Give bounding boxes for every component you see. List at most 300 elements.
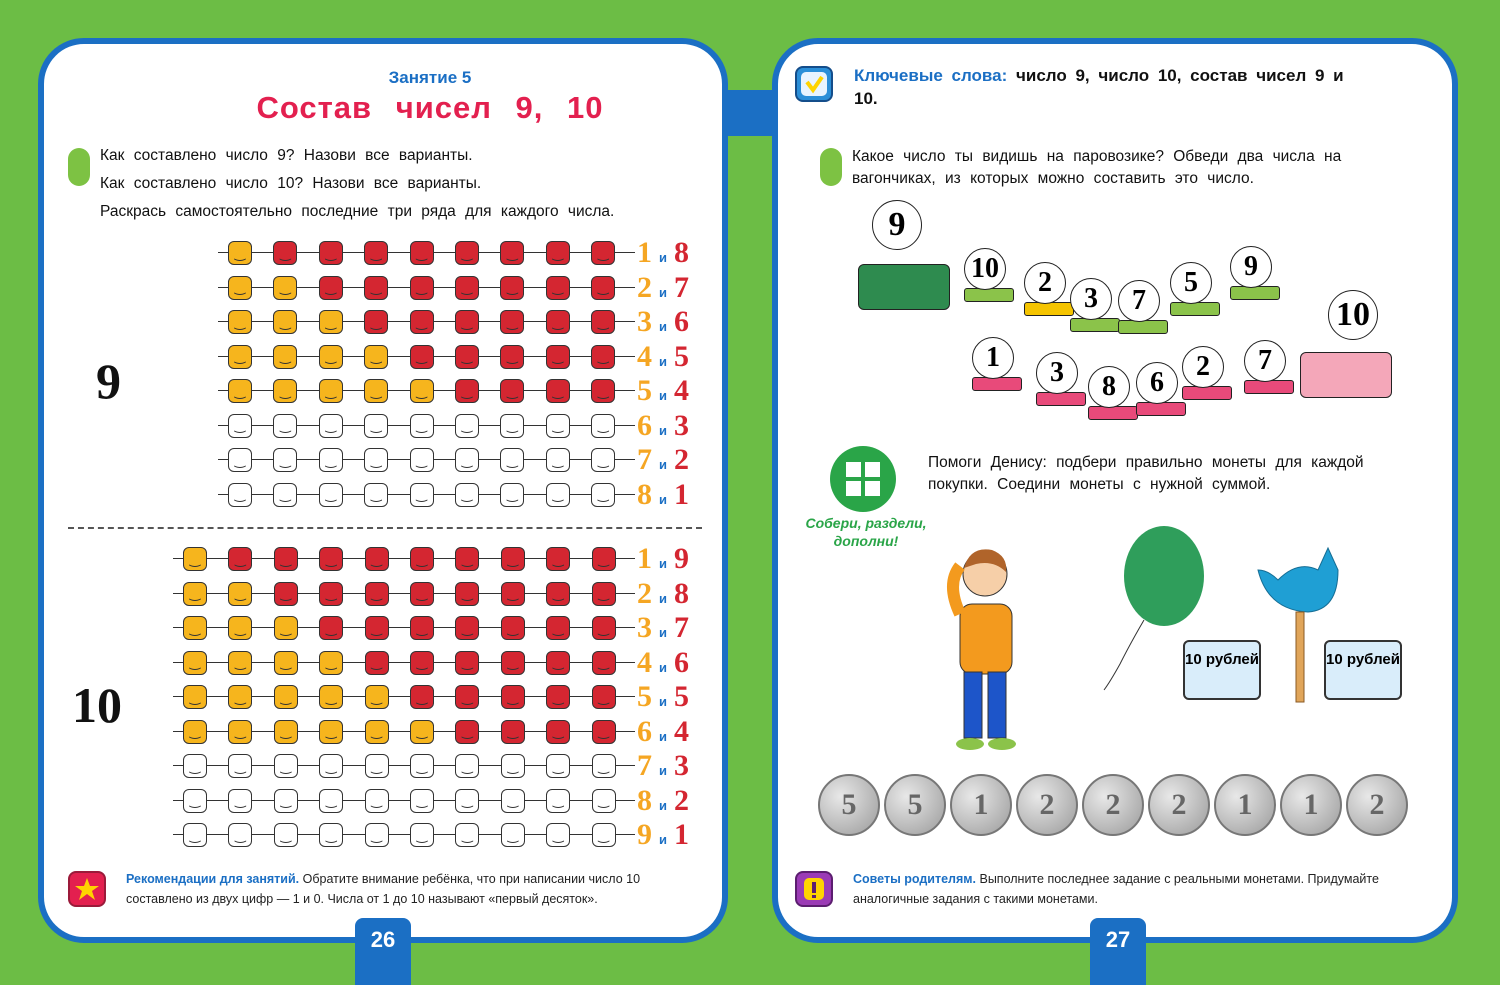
bead[interactable]: ‿ bbox=[364, 345, 388, 369]
bead[interactable]: ‿ bbox=[455, 823, 479, 847]
bead-row bbox=[218, 310, 635, 334]
coin[interactable]: 5 bbox=[884, 774, 946, 836]
bead[interactable]: ‿ bbox=[546, 483, 570, 507]
bead[interactable]: ‿ bbox=[274, 547, 298, 571]
bead-row bbox=[218, 414, 635, 438]
bead[interactable]: ‿ bbox=[273, 276, 297, 300]
bead[interactable]: ‿ bbox=[274, 789, 298, 813]
coin[interactable]: 5 bbox=[818, 774, 880, 836]
section-divider bbox=[68, 527, 702, 529]
pair-first: 1 bbox=[637, 542, 652, 575]
bead[interactable]: ‿ bbox=[455, 379, 479, 403]
bead[interactable]: ‿ bbox=[410, 310, 434, 334]
bead[interactable]: ‿ bbox=[183, 582, 207, 606]
bead-row bbox=[173, 582, 635, 606]
bead[interactable]: ‿ bbox=[500, 276, 524, 300]
bead-row bbox=[173, 789, 635, 813]
train-car bbox=[1088, 406, 1138, 420]
bead[interactable]: ‿ bbox=[592, 651, 616, 675]
boy-illustration bbox=[940, 544, 1030, 754]
car-number: 7 bbox=[1118, 280, 1160, 322]
bead[interactable]: ‿ bbox=[546, 241, 570, 265]
pair-second: 4 bbox=[674, 374, 689, 407]
bead[interactable]: ‿ bbox=[273, 414, 297, 438]
bead[interactable]: ‿ bbox=[500, 448, 524, 472]
bead[interactable]: ‿ bbox=[591, 345, 615, 369]
pair-second: 4 bbox=[674, 714, 689, 748]
pair-second: 1 bbox=[674, 477, 689, 511]
bead[interactable]: ‿ bbox=[591, 241, 615, 265]
number-pair bbox=[637, 237, 689, 269]
question-1: Как составлено число 9? Назови все варианты. bbox=[100, 147, 473, 164]
puzzle-caption: Собери, раздели, дополни! bbox=[805, 515, 927, 549]
pair-second: 2 bbox=[674, 443, 689, 476]
train-car bbox=[1182, 386, 1232, 400]
pair-second: 9 bbox=[674, 542, 689, 575]
car-number: 9 bbox=[1230, 246, 1272, 288]
bead[interactable]: ‿ bbox=[319, 547, 343, 571]
bead[interactable]: ‿ bbox=[410, 414, 434, 438]
pair-second: 2 bbox=[674, 783, 689, 817]
bead[interactable]: ‿ bbox=[319, 241, 343, 265]
pair-and: и bbox=[659, 763, 667, 778]
pair-and: и bbox=[659, 388, 667, 403]
pair-first: 6 bbox=[637, 714, 652, 748]
car-number: 10 bbox=[964, 248, 1006, 290]
bead[interactable]: ‿ bbox=[546, 582, 570, 606]
bead[interactable]: ‿ bbox=[365, 582, 389, 606]
bead[interactable]: ‿ bbox=[591, 276, 615, 300]
star-icon bbox=[68, 871, 106, 907]
bead-row bbox=[218, 379, 635, 403]
coin[interactable]: 2 bbox=[1148, 774, 1210, 836]
bead[interactable]: ‿ bbox=[546, 651, 570, 675]
bead[interactable]: ‿ bbox=[274, 823, 298, 847]
train-car bbox=[1136, 402, 1186, 416]
bead[interactable]: ‿ bbox=[183, 789, 207, 813]
bead[interactable]: ‿ bbox=[501, 651, 525, 675]
bead[interactable]: ‿ bbox=[546, 379, 570, 403]
pair-and: и bbox=[659, 491, 667, 507]
task-bullet-right bbox=[820, 148, 842, 186]
bead[interactable]: ‿ bbox=[591, 310, 615, 334]
bead[interactable]: ‿ bbox=[228, 345, 252, 369]
bead[interactable]: ‿ bbox=[500, 483, 524, 507]
bead[interactable]: ‿ bbox=[274, 685, 298, 709]
advice-text: Выполните последнее задание с реальными монетами. Придумайте аналогичные задания с такими монетами. bbox=[853, 872, 1379, 906]
bead[interactable]: ‿ bbox=[591, 483, 615, 507]
bead[interactable]: ‿ bbox=[319, 582, 343, 606]
number-pair bbox=[637, 479, 689, 511]
car-number: 2 bbox=[1024, 262, 1066, 304]
bead[interactable]: ‿ bbox=[410, 823, 434, 847]
train-engine bbox=[1300, 352, 1392, 398]
bead[interactable]: ‿ bbox=[273, 448, 297, 472]
bead-row bbox=[218, 448, 635, 472]
train-car bbox=[1118, 320, 1168, 334]
bead[interactable]: ‿ bbox=[319, 379, 343, 403]
price-bubble-2: 10 рублей bbox=[1324, 640, 1402, 700]
pair-first: 8 bbox=[637, 783, 652, 817]
pair-first: 7 bbox=[637, 749, 652, 782]
bead[interactable]: ‿ bbox=[273, 241, 297, 265]
bead[interactable]: ‿ bbox=[365, 823, 389, 847]
bead[interactable]: ‿ bbox=[364, 483, 388, 507]
bead[interactable]: ‿ bbox=[455, 414, 479, 438]
car-number: 1 bbox=[972, 337, 1014, 379]
pair-and: и bbox=[659, 694, 667, 709]
bead[interactable]: ‿ bbox=[455, 789, 479, 813]
coin[interactable]: 1 bbox=[950, 774, 1012, 836]
bead[interactable]: ‿ bbox=[592, 547, 616, 571]
bead[interactable]: ‿ bbox=[410, 379, 434, 403]
pair-second: 8 bbox=[674, 236, 689, 269]
bead-row bbox=[173, 823, 635, 847]
pair-second: 7 bbox=[674, 270, 689, 304]
bead-row bbox=[218, 276, 635, 300]
big-number-9: 9 bbox=[96, 353, 121, 409]
bead[interactable]: ‿ bbox=[319, 483, 343, 507]
number-pair bbox=[637, 578, 689, 610]
bead-row bbox=[173, 685, 635, 709]
bead[interactable]: ‿ bbox=[410, 720, 434, 744]
number-pair bbox=[637, 410, 689, 442]
bead[interactable]: ‿ bbox=[546, 276, 570, 300]
bead[interactable]: ‿ bbox=[501, 547, 525, 571]
bead[interactable]: ‿ bbox=[273, 379, 297, 403]
bead[interactable]: ‿ bbox=[365, 720, 389, 744]
pair-and: и bbox=[659, 728, 667, 744]
bead-row bbox=[173, 547, 635, 571]
train-car bbox=[1070, 318, 1120, 332]
bead[interactable]: ‿ bbox=[500, 345, 524, 369]
bead[interactable]: ‿ bbox=[592, 685, 616, 709]
exclamation-icon bbox=[795, 871, 833, 907]
bead[interactable]: ‿ bbox=[410, 345, 434, 369]
pair-second: 5 bbox=[674, 680, 689, 713]
bead[interactable]: ‿ bbox=[546, 789, 570, 813]
question-3: Раскрась самостоятельно последние три ряда для каждого числа. bbox=[100, 203, 615, 220]
keywords bbox=[854, 64, 1344, 110]
bead[interactable]: ‿ bbox=[274, 720, 298, 744]
bead[interactable]: ‿ bbox=[228, 720, 252, 744]
car-number: 6 bbox=[1136, 362, 1178, 404]
bead[interactable]: ‿ bbox=[319, 823, 343, 847]
bead[interactable]: ‿ bbox=[274, 582, 298, 606]
coin[interactable]: 2 bbox=[1016, 774, 1078, 836]
bead[interactable]: ‿ bbox=[410, 241, 434, 265]
bead[interactable]: ‿ bbox=[500, 414, 524, 438]
bead[interactable]: ‿ bbox=[500, 241, 524, 265]
number-pair bbox=[637, 543, 689, 575]
bead[interactable]: ‿ bbox=[410, 685, 434, 709]
puzzle-icon bbox=[830, 446, 896, 512]
keywords-label: Ключевые слова: bbox=[854, 66, 1008, 85]
bead[interactable]: ‿ bbox=[228, 483, 252, 507]
checkmark-icon bbox=[795, 66, 833, 102]
bead[interactable]: ‿ bbox=[591, 379, 615, 403]
bead[interactable]: ‿ bbox=[183, 685, 207, 709]
bead[interactable]: ‿ bbox=[228, 582, 252, 606]
train-car bbox=[972, 377, 1022, 391]
pair-and: и bbox=[659, 659, 667, 675]
bead[interactable]: ‿ bbox=[364, 379, 388, 403]
bead[interactable]: ‿ bbox=[546, 310, 570, 334]
bead[interactable]: ‿ bbox=[228, 685, 252, 709]
bead[interactable]: ‿ bbox=[319, 754, 343, 778]
recommendations-note bbox=[126, 869, 686, 909]
page-gutter bbox=[728, 90, 772, 136]
pair-first: 9 bbox=[637, 818, 652, 851]
pair-first: 6 bbox=[637, 408, 652, 442]
bead[interactable]: ‿ bbox=[546, 448, 570, 472]
bead[interactable]: ‿ bbox=[410, 616, 434, 640]
bead[interactable]: ‿ bbox=[592, 720, 616, 744]
bead[interactable]: ‿ bbox=[410, 448, 434, 472]
bead[interactable]: ‿ bbox=[183, 616, 207, 640]
page-title: Состав чисел 9, 10 bbox=[256, 90, 604, 125]
bead[interactable]: ‿ bbox=[319, 685, 343, 709]
bead[interactable]: ‿ bbox=[546, 754, 570, 778]
bead[interactable]: ‿ bbox=[591, 414, 615, 438]
bead[interactable]: ‿ bbox=[228, 616, 252, 640]
bead[interactable]: ‿ bbox=[319, 651, 343, 675]
number-pair bbox=[637, 819, 689, 851]
coin[interactable]: 1 bbox=[1280, 774, 1342, 836]
train-car bbox=[964, 288, 1014, 302]
bead[interactable]: ‿ bbox=[319, 276, 343, 300]
bead[interactable]: ‿ bbox=[592, 616, 616, 640]
pair-and: и bbox=[659, 422, 667, 438]
bead[interactable]: ‿ bbox=[364, 414, 388, 438]
number-pair bbox=[637, 785, 689, 817]
bead[interactable]: ‿ bbox=[273, 483, 297, 507]
car-number: 3 bbox=[1036, 352, 1078, 394]
bead[interactable]: ‿ bbox=[183, 720, 207, 744]
bead[interactable]: ‿ bbox=[228, 823, 252, 847]
bead[interactable]: ‿ bbox=[274, 651, 298, 675]
bead[interactable]: ‿ bbox=[228, 651, 252, 675]
bead[interactable]: ‿ bbox=[365, 754, 389, 778]
number-pair bbox=[637, 681, 689, 713]
pair-and: и bbox=[659, 284, 667, 300]
bead[interactable]: ‿ bbox=[546, 720, 570, 744]
pair-and: и bbox=[659, 457, 667, 472]
bead[interactable]: ‿ bbox=[364, 310, 388, 334]
advice-label: Советы родителям. bbox=[853, 872, 976, 886]
bead-row bbox=[173, 754, 635, 778]
bead[interactable]: ‿ bbox=[455, 345, 479, 369]
pair-second: 3 bbox=[674, 749, 689, 782]
car-number: 5 bbox=[1170, 262, 1212, 304]
pair-first: 7 bbox=[637, 443, 652, 476]
bead[interactable]: ‿ bbox=[274, 754, 298, 778]
bead[interactable]: ‿ bbox=[228, 379, 252, 403]
pair-first: 2 bbox=[637, 576, 652, 610]
bead[interactable]: ‿ bbox=[501, 754, 525, 778]
bead[interactable]: ‿ bbox=[455, 310, 479, 334]
bead[interactable]: ‿ bbox=[365, 616, 389, 640]
pair-first: 4 bbox=[637, 645, 652, 679]
pair-and: и bbox=[659, 319, 667, 334]
bead[interactable]: ‿ bbox=[501, 789, 525, 813]
bead[interactable]: ‿ bbox=[410, 276, 434, 300]
bead[interactable]: ‿ bbox=[319, 789, 343, 813]
bead[interactable]: ‿ bbox=[319, 616, 343, 640]
bead[interactable]: ‿ bbox=[546, 823, 570, 847]
bead[interactable]: ‿ bbox=[228, 241, 252, 265]
page-number-right: 27 bbox=[1090, 918, 1146, 985]
train-car bbox=[1036, 392, 1086, 406]
pair-first: 8 bbox=[637, 477, 652, 511]
bead[interactable]: ‿ bbox=[546, 616, 570, 640]
coin[interactable]: 2 bbox=[1346, 774, 1408, 836]
recommendations-label: Рекомендации для занятий. bbox=[126, 872, 300, 886]
pair-first: 1 bbox=[637, 236, 652, 269]
number-pair bbox=[637, 750, 689, 782]
task-bullet bbox=[68, 148, 90, 186]
page-number-left: 26 bbox=[355, 918, 411, 985]
bead[interactable]: ‿ bbox=[319, 414, 343, 438]
bead[interactable]: ‿ bbox=[319, 448, 343, 472]
bead[interactable]: ‿ bbox=[228, 754, 252, 778]
bead[interactable]: ‿ bbox=[410, 582, 434, 606]
bead[interactable]: ‿ bbox=[455, 720, 479, 744]
pair-and: и bbox=[659, 625, 667, 640]
pair-and: и bbox=[659, 250, 667, 265]
bead[interactable]: ‿ bbox=[455, 754, 479, 778]
bead[interactable]: ‿ bbox=[365, 651, 389, 675]
number-pair bbox=[637, 716, 689, 748]
train-engine bbox=[858, 264, 950, 310]
bead[interactable]: ‿ bbox=[410, 651, 434, 675]
bead[interactable]: ‿ bbox=[546, 345, 570, 369]
bead[interactable]: ‿ bbox=[183, 754, 207, 778]
bead[interactable]: ‿ bbox=[591, 448, 615, 472]
bead[interactable]: ‿ bbox=[228, 276, 252, 300]
bead[interactable]: ‿ bbox=[228, 448, 252, 472]
number-pair bbox=[637, 612, 689, 644]
bead[interactable]: ‿ bbox=[592, 789, 616, 813]
bead[interactable]: ‿ bbox=[455, 685, 479, 709]
bead-row bbox=[218, 483, 635, 507]
coin[interactable]: 1 bbox=[1214, 774, 1276, 836]
bead[interactable]: ‿ bbox=[501, 720, 525, 744]
car-number: 7 bbox=[1244, 340, 1286, 382]
bead[interactable]: ‿ bbox=[455, 651, 479, 675]
pair-first: 3 bbox=[637, 305, 652, 338]
bead[interactable]: ‿ bbox=[319, 345, 343, 369]
bead[interactable]: ‿ bbox=[228, 547, 252, 571]
bead[interactable]: ‿ bbox=[365, 547, 389, 571]
bead[interactable]: ‿ bbox=[228, 310, 252, 334]
number-pair bbox=[637, 647, 689, 679]
bead[interactable]: ‿ bbox=[183, 651, 207, 675]
pair-and: и bbox=[659, 556, 667, 571]
pair-and: и bbox=[659, 590, 667, 606]
pair-first: 2 bbox=[637, 270, 652, 304]
bead[interactable]: ‿ bbox=[319, 720, 343, 744]
bead[interactable]: ‿ bbox=[273, 345, 297, 369]
bead[interactable]: ‿ bbox=[592, 823, 616, 847]
bead[interactable]: ‿ bbox=[455, 483, 479, 507]
number-pair bbox=[637, 272, 689, 304]
bead-row bbox=[173, 616, 635, 640]
bead[interactable]: ‿ bbox=[365, 685, 389, 709]
pair-second: 1 bbox=[674, 818, 689, 851]
pair-second: 8 bbox=[674, 576, 689, 610]
bead[interactable]: ‿ bbox=[592, 754, 616, 778]
pair-second: 3 bbox=[674, 408, 689, 442]
bead[interactable]: ‿ bbox=[501, 823, 525, 847]
bead[interactable]: ‿ bbox=[455, 616, 479, 640]
bead[interactable]: ‿ bbox=[274, 616, 298, 640]
car-number: 3 bbox=[1070, 278, 1112, 320]
bead[interactable]: ‿ bbox=[364, 241, 388, 265]
bead[interactable]: ‿ bbox=[455, 276, 479, 300]
bead[interactable]: ‿ bbox=[228, 789, 252, 813]
bead[interactable]: ‿ bbox=[500, 310, 524, 334]
bead[interactable]: ‿ bbox=[319, 310, 343, 334]
bead[interactable]: ‿ bbox=[183, 823, 207, 847]
coin[interactable]: 2 bbox=[1082, 774, 1144, 836]
bead[interactable]: ‿ bbox=[455, 547, 479, 571]
train-car bbox=[1244, 380, 1294, 394]
engine-number: 9 bbox=[872, 200, 922, 250]
bead[interactable]: ‿ bbox=[410, 483, 434, 507]
bead[interactable]: ‿ bbox=[410, 547, 434, 571]
bead[interactable]: ‿ bbox=[455, 241, 479, 265]
bead[interactable]: ‿ bbox=[501, 616, 525, 640]
bead-row bbox=[218, 241, 635, 265]
bead-row bbox=[173, 720, 635, 744]
number-pair bbox=[637, 375, 689, 407]
bead[interactable]: ‿ bbox=[410, 754, 434, 778]
bead[interactable]: ‿ bbox=[365, 789, 389, 813]
number-pair bbox=[637, 444, 689, 476]
train-car bbox=[1230, 286, 1280, 300]
number-pair bbox=[637, 341, 689, 373]
pair-second: 6 bbox=[674, 645, 689, 679]
pair-second: 5 bbox=[674, 339, 689, 373]
train-car bbox=[1024, 302, 1074, 316]
train-car bbox=[1170, 302, 1220, 316]
bead[interactable]: ‿ bbox=[500, 379, 524, 403]
bead[interactable]: ‿ bbox=[501, 685, 525, 709]
pair-first: 5 bbox=[637, 374, 652, 407]
pair-first: 4 bbox=[637, 339, 652, 373]
big-number-10: 10 bbox=[72, 677, 122, 733]
bead[interactable]: ‿ bbox=[228, 414, 252, 438]
bead[interactable]: ‿ bbox=[183, 547, 207, 571]
bead[interactable]: ‿ bbox=[410, 789, 434, 813]
price-bubble-1: 10 рублей bbox=[1183, 640, 1261, 700]
bead[interactable]: ‿ bbox=[273, 310, 297, 334]
bead[interactable]: ‿ bbox=[546, 685, 570, 709]
bead[interactable]: ‿ bbox=[501, 582, 525, 606]
bead[interactable]: ‿ bbox=[546, 414, 570, 438]
lesson-label: Занятие 5 bbox=[388, 68, 472, 87]
recommendations-text: Обратите внимание ребёнка, что при написании число 10 составлено из двух цифр — 1 и 0. Числа от 1 до 10 называют «первый десяток». bbox=[126, 872, 641, 906]
keywords-text: число 9, число 10, состав чисел 9 и 10. bbox=[854, 66, 1344, 108]
bead[interactable]: ‿ bbox=[592, 582, 616, 606]
bead[interactable]: ‿ bbox=[364, 448, 388, 472]
pair-first: 3 bbox=[637, 611, 652, 644]
bead[interactable]: ‿ bbox=[364, 276, 388, 300]
bead[interactable]: ‿ bbox=[455, 582, 479, 606]
bead[interactable]: ‿ bbox=[546, 547, 570, 571]
bead[interactable]: ‿ bbox=[455, 448, 479, 472]
